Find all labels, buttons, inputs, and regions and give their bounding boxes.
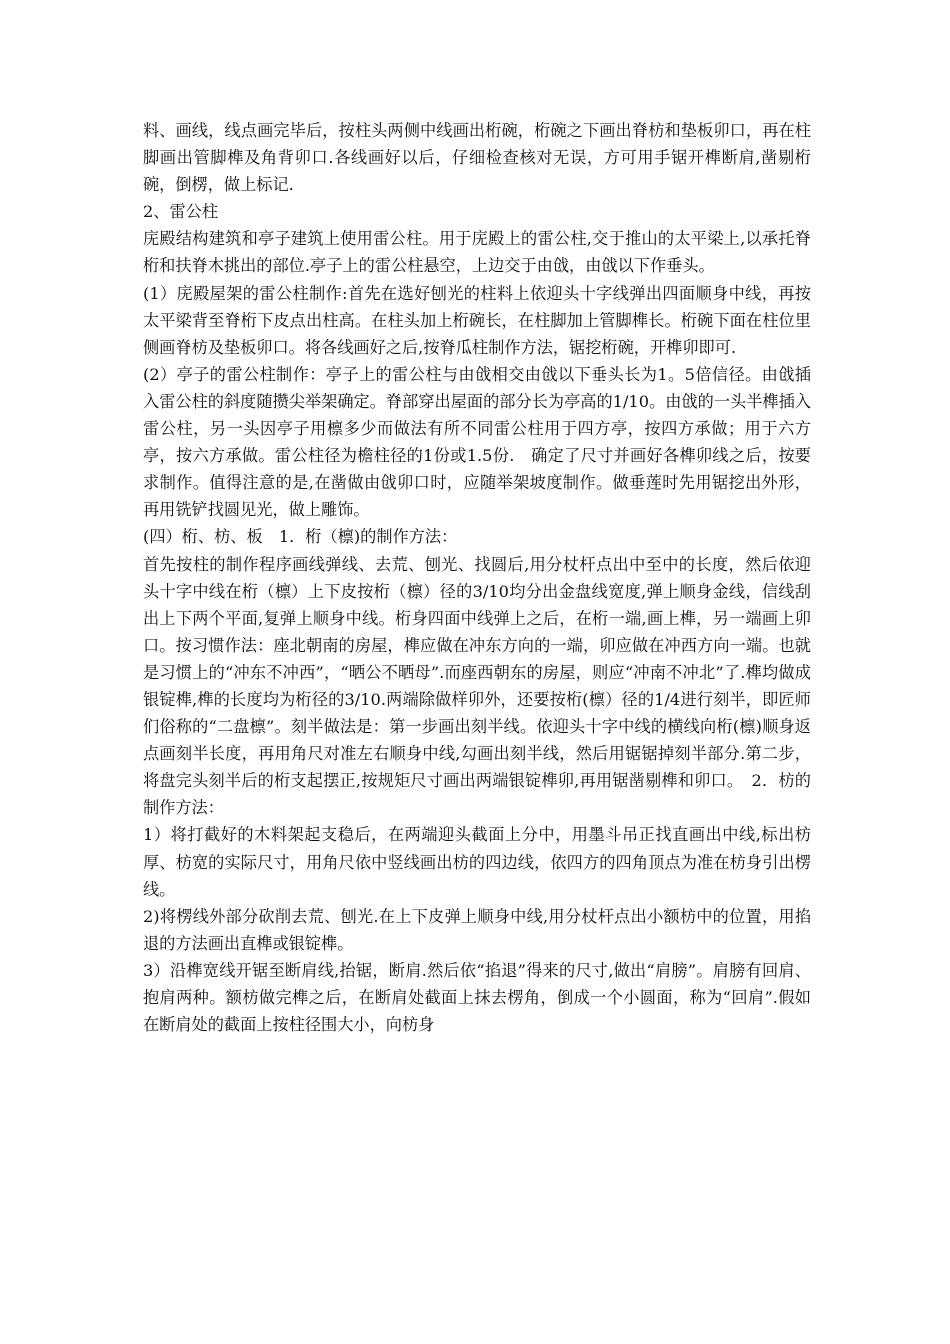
paragraph-fang-step-3: 3）沿榫宽线开锯至断肩线,抬锯，断肩.然后依“掐退”得来的尺寸,做出“肩膀”。肩膀有回肩、抱肩两种。额枋做完榫之后，在断肩处截面上抹去楞角，倒成一个小圆面，称为“回肩”.假如在断肩处的截面上按柱径围大小，向枋身 bbox=[143, 960, 811, 1035]
paragraph-wudian-lei-gong-zhu: (1）庑殿屋架的雷公柱制作:首先在选好刨光的柱料上依迎头十字线弹出四面顺身中线，再按太平梁背至脊桁下皮点出柱高。在柱头加上桁碗长，在柱脚加上管脚榫长。桁碗下面在柱位里侧画脊枋及垫板卯口。将各线画好之后,按脊瓜柱制作方法，锯挖桁碗，开榫卯即可. bbox=[143, 283, 811, 357]
paragraph-continuation: 料、画线，线点画完毕后，按柱头两侧中线画出桁碗，桁碗之下画出脊枋和垫板卯口，再在柱脚画出管脚榫及角背卯口.各线画好以后，仔细检查核对无误，方可用手锯开榫断肩,凿剔桁碗，倒楞，做上标记. bbox=[143, 121, 811, 195]
document-page bbox=[143, 117, 811, 1038]
paragraph-tingzi-lei-gong-zhu: (2）亭子的雷公柱制作：亭子上的雷公柱与由戗相交由戗以下垂头长为1。5倍信径。由戗插入雷公柱的斜度随攒尖举架确定。脊部穿出屋面的部分长为亭高的1/10。由戗的一头半榫插入雷公柱，另一头因亭子用檩多少而做法有所不同雷公柱用于四方亭，按四方承做；用于六方亭，按六方承做。雷公柱径为檐柱径的1份或1.5份. 确定了尺寸并画好各榫卯线之后，按要求制作。值得注意的是,在凿做由戗卯口时，应随举架坡度制作。做垂莲时先用锯挖出外形，再用铣铲找圆见光，做上雕饰。 bbox=[143, 364, 811, 520]
paragraph-fang-step-1: 1）将打截好的木料架起支稳后，在两端迎头截面上分中，用墨斗吊正找直画出中线,标出枋厚、枋宽的实际尺寸，用角尺依中竖线画出枋的四边线，依四方的四角顶点为准在枋身引出楞线。 bbox=[143, 825, 811, 899]
section-heading-heng-fang-ban: (四）桁、枋、板 1．桁（檩)的制作方法： bbox=[143, 527, 458, 547]
section-heading-lei-gong-zhu: 2、雷公柱 bbox=[143, 202, 219, 222]
paragraph-lei-gong-zhu-intro: 庑殿结构建筑和亭子建筑上使用雷公柱。用于庑殿上的雷公柱,交于推山的太平梁上,以承托脊桁和扶脊木挑出的部位.亭子上的雷公柱悬空，上边交于由戗，由戗以下作垂头。 bbox=[143, 229, 811, 276]
paragraph-heng-method: 首先按柱的制作程序画线弹线、去荒、刨光、找圆后,用分杖杆点出中至中的长度，然后依迎头十字中线在桁（檩）上下皮按桁（檩）径的3/10均分出金盘线宽度,弹上顺身金线，信线刮出上下两个平面,复弹上顺身中线。桁身四面中线弹上之后，在桁一端,画上榫，另一端画上卯口。按习惯作法：座北朝南的房屋，榫应做在冲东方向的一端，卯应做在冲西方向一端。也就是习惯上的“冲东不冲西”，“晒公不晒母”.而座西朝东的房屋，则应“冲南不冲北”了.榫均做成银锭榫,榫的长度均为桁径的3/10.两端除做样卯外，还要按桁(檩）径的1/4进行刻半，即匠师们俗称的“二盘檩”。刻半做法是：第一步画出刻半线。依迎头十字中线的横线向桁(檩)顺身返点画刻半长度，再用角尺对准左右顺身中线,勾画出刻半线，然后用锯锯掉刻半部分.第二步，将盘完头刻半后的桁支起摆正,按规矩尺寸画出两端银锭榫卯,再用锯凿剔榫和卯口。 2．枋的制作方法： bbox=[143, 554, 811, 818]
paragraph-fang-step-2: 2)将楞线外部分砍削去荒、刨光.在上下皮弹上顺身中线,用分杖杆点出小额枋中的位置，用掐退的方法画出直榫或银锭榫。 bbox=[143, 906, 811, 953]
